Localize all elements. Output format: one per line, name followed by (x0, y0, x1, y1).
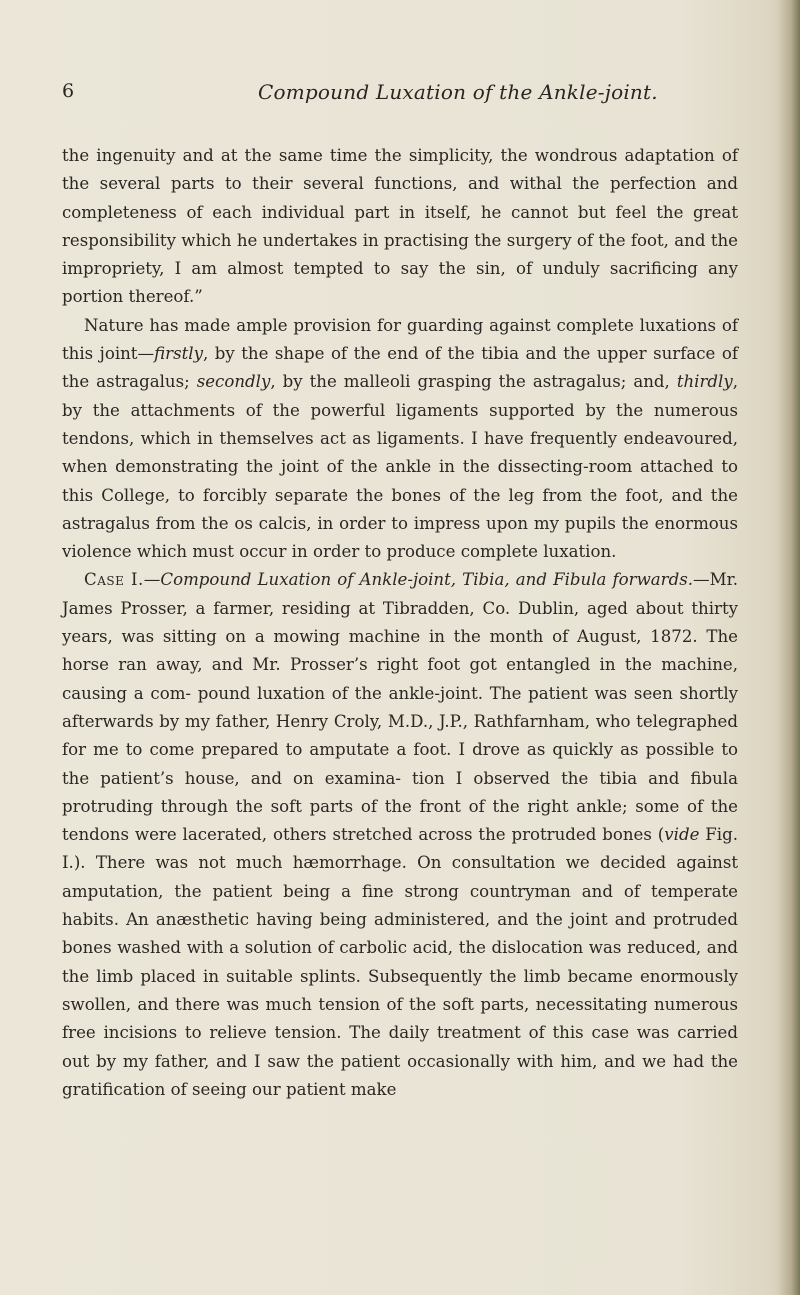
text-run: Fig. I.). There was not much hæmorrhage. On consultation we decided against amputation, the patient being a fine strong countryman and of temperate habits. An anæsthetic having being administered, and the joint and protruded bones washed with a solution of carbolic acid, the dislocation was reduced, and the limb placed in suitable splints. Subsequently the limb became enormously swollen, and there was much tension of the soft parts, necessitating numerous free incisions to relieve tension. The daily treatment of this case was carried out by my father, and I saw the patient occasionally with him, and we had the gratification of seeing our patient make (62, 825, 738, 1099)
paragraph-case-one (62, 566, 738, 1104)
text-run: , by the shape of the end of the tibia and the upper surface of the astragalus; (62, 344, 738, 392)
text-run: Nature has made ample provision for guarding against complete luxations of this joint— (62, 315, 738, 364)
page-header (62, 80, 742, 114)
case-title: Compound Luxation of Ankle-joint, Tibia, and Fibula forwards. (160, 570, 694, 590)
emphasis-vide: vide (664, 825, 700, 845)
text-run: —Mr. James Prosser, a farmer, residing at Tibradden, Co. Dublin, aged about thirty years, was sitting on a mowing machine in the month of August, 1872. The horse ran away, and Mr. Prosser’s right foot got entangled in the machine, causing a com- pound luxation of the ankle-joint. The patient was seen shortly afterwards by my father, Henry Croly, M.D., J.P., Rathfarnham, who telegraphed for me to come prepared to amputate a foot. I drove as quickly as possible to the patient’s house, and on examina- tion I observed the tibia and fibula protruding through the soft parts of the front of the right ankle; some of the tendons were lacerated, others stretched across the protruded bones ( (62, 570, 738, 845)
page-number: 6 (62, 80, 75, 102)
text-run: , by the attachments of the powerful ligaments supported by the numerous tendons, which in themselves act as ligaments. I have frequently endeavoured, when demonstrating the joint of the ankle in the dissecting-room attached to this College, to forcibly separate the bones of the leg from the foot, and the astragalus from the os calcis, in order to impress upon my pupils the enormous violence which must occur in order to produce complete luxation. (62, 372, 738, 562)
paragraph-continuation (62, 142, 738, 312)
case-label: Case I. (84, 570, 144, 590)
emphasis-thirdly: thirdly (676, 372, 733, 392)
paragraph-nature (62, 312, 738, 567)
text-run: , by the malleoli grasping the astragalus; and, (270, 372, 677, 392)
page-edge-shadow (778, 0, 800, 1295)
body-text (62, 142, 738, 1104)
paragraph-1-text: the ingenuity and at the same time the simplicity, the wondrous adaptation of the several parts to their several functions, and withal the perfection and completeness of each individual part in itself, he cannot but feel the great responsibility which he undertakes in practising the surgery of the foot, and the impropriety, I am almost tempted to say the sin, of unduly sacrificing any portion thereof.” (62, 146, 738, 307)
running-title: Compound Luxation of the Ankle-joint. (258, 80, 658, 104)
text-run: — (143, 570, 161, 590)
emphasis-secondly: secondly (196, 372, 271, 392)
emphasis-firstly: firstly (154, 344, 203, 364)
